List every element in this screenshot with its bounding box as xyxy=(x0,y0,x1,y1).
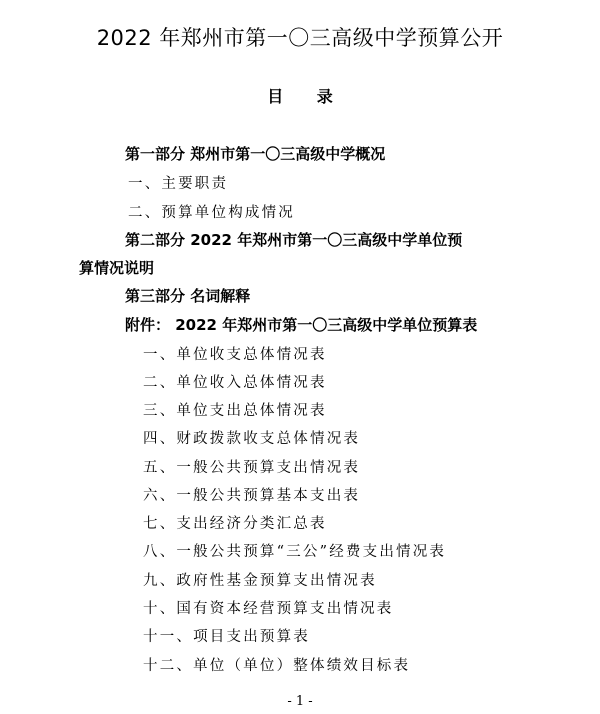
toc-part3-heading[interactable]: 第三部分 名词解释 xyxy=(125,287,251,305)
toc-part2-heading[interactable]: 第二部分 2022 年郑州市第一〇三高级中学单位预 xyxy=(125,231,463,249)
toc-appendix-heading[interactable]: 附件： 2022 年郑州市第一〇三高级中学单位预算表 xyxy=(125,316,478,334)
toc-appendix-item-2[interactable]: 二、单位收入总体情况表 xyxy=(143,375,327,391)
toc-appendix-item-4[interactable]: 四、财政拨款收支总体情况表 xyxy=(143,431,361,447)
toc-part2-heading-continued[interactable]: 算情况说明 xyxy=(79,259,155,277)
page-number: - 1 - xyxy=(287,694,313,709)
toc-appendix-item-12[interactable]: 十二、单位（单位）整体绩效目标表 xyxy=(143,658,411,674)
toc-appendix-item-11[interactable]: 十一、项目支出预算表 xyxy=(143,629,310,645)
toc-heading: 目 录 xyxy=(267,87,347,106)
toc-appendix-item-10[interactable]: 十、国有资本经营预算支出情况表 xyxy=(143,601,394,617)
toc-appendix-item-1[interactable]: 一、单位收支总体情况表 xyxy=(143,347,327,363)
toc-part1-item-1[interactable]: 一、主要职责 xyxy=(128,176,229,192)
toc-appendix-item-7[interactable]: 七、支出经济分类汇总表 xyxy=(143,516,327,532)
toc-appendix-item-3[interactable]: 三、单位支出总体情况表 xyxy=(143,403,327,419)
toc-appendix-item-5[interactable]: 五、一般公共预算支出情况表 xyxy=(143,460,361,476)
toc-appendix-item-9[interactable]: 九、政府性基金预算支出情况表 xyxy=(143,573,377,589)
document-title: 2022 年郑州市第一〇三高级中学预算公开 xyxy=(96,26,504,50)
toc-appendix-item-6[interactable]: 六、一般公共预算基本支出表 xyxy=(143,488,361,504)
toc-appendix-item-8[interactable]: 八、一般公共预算“三公”经费支出情况表 xyxy=(143,544,447,560)
toc-part1-item-2[interactable]: 二、预算单位构成情况 xyxy=(128,205,295,221)
toc-part1-heading[interactable]: 第一部分 郑州市第一〇三高级中学概况 xyxy=(125,145,386,163)
